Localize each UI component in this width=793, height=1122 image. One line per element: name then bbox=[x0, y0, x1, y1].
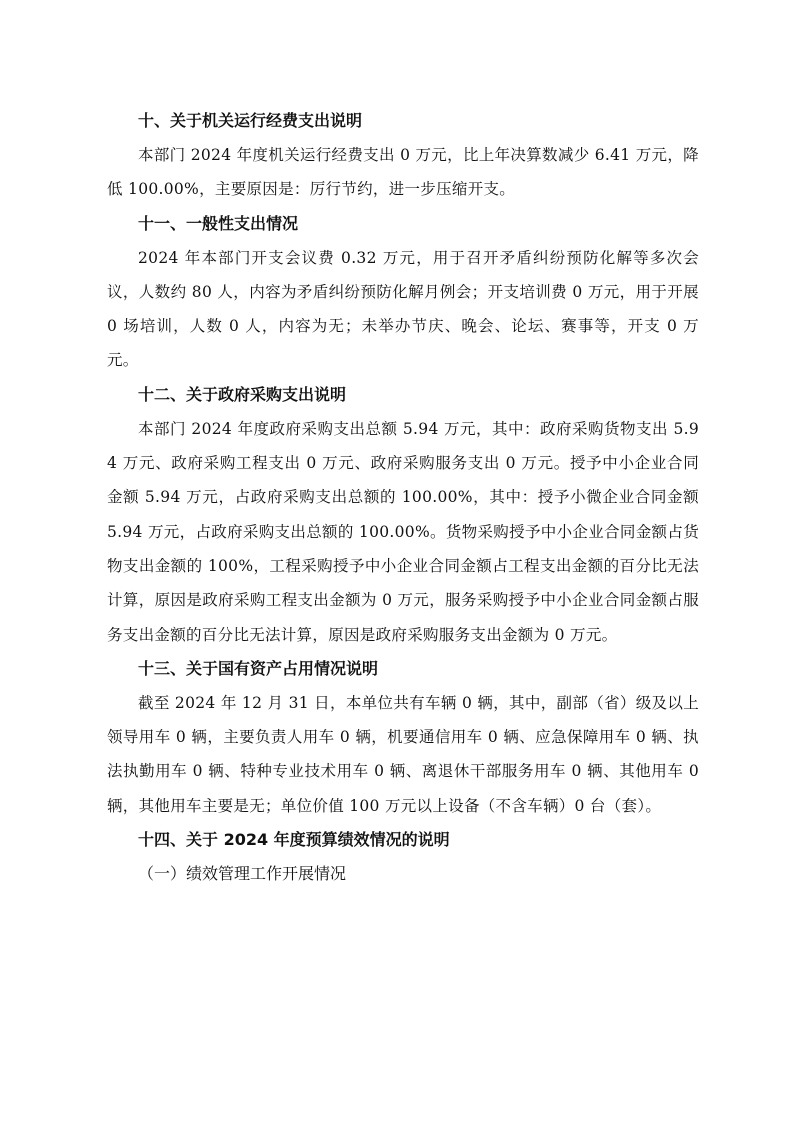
section-heading: 十一、一般性支出情况 bbox=[138, 213, 299, 233]
section-14 bbox=[107, 823, 699, 891]
section-heading: 十二、关于政府采购支出说明 bbox=[138, 384, 347, 404]
section-paragraph: 本部门 2024 年度政府采购支出总额 5.94 万元，其中：政府采购货物支出 5.94 万元、政府采购工程支出 0 万元、政府采购服务支出 0 万元。授予中小企业合同金额 5.94 万元，占政府采购支出总额的 100.00%，其中：授予小微企业合同金额 5.94 万元，占政府采购支出总额的 100.00%。货物采购授予中小企业合同金额占货物支出金额的 100%，工程采购授予中小企业合同金额占工程支出金额的百分比无法计算，原因是政府采购工程支出金额为 0 万元，服务采购授予中小企业合同金额占服务支出金额的百分比无法计算，原因是政府采购服务支出金额为 0 万元。 bbox=[107, 419, 699, 644]
section-subheading: （一）绩效管理工作开展情况 bbox=[138, 864, 347, 884]
section-paragraph: 本部门 2024 年度机关运行经费支出 0 万元，比上年决算数减少 6.41 万元，降低 100.00%，主要原因是：厉行节约，进一步压缩开支。 bbox=[107, 146, 699, 199]
section-heading: 十三、关于国有资产占用情况说明 bbox=[138, 658, 379, 678]
document-body bbox=[107, 104, 699, 891]
section-10 bbox=[107, 104, 699, 207]
section-paragraph: 截至 2024 年 12 月 31 日，本单位共有车辆 0 辆，其中，副部（省）级及以上领导用车 0 辆，主要负责人用车 0 辆，机要通信用车 0 辆、应急保障用车 0 辆、执法执勤用车 0 辆、特种专业技术用车 0 辆、离退休干部服务用车 0 辆、其他用车 0 辆，其他用车主要是无；单位价值 100 万元以上设备（不含车辆）0 台（套）。 bbox=[107, 693, 699, 815]
section-11 bbox=[107, 207, 699, 378]
section-heading: 十四、关于 2024 年度预算绩效情况的说明 bbox=[138, 830, 450, 850]
section-paragraph: 2024 年本部门开支会议费 0.32 万元，用于召开矛盾纠纷预防化解等多次会议，人数约 80 人，内容为矛盾纠纷预防化解月例会；开支培训费 0 万元，用于开展 0 场培训，人数 0 人，内容为无；未举办节庆、晚会、论坛、赛事等，开支 0 万元。 bbox=[107, 248, 699, 370]
section-heading: 十、关于机关运行经费支出说明 bbox=[138, 111, 363, 130]
section-13 bbox=[107, 652, 699, 823]
section-12 bbox=[107, 378, 699, 652]
